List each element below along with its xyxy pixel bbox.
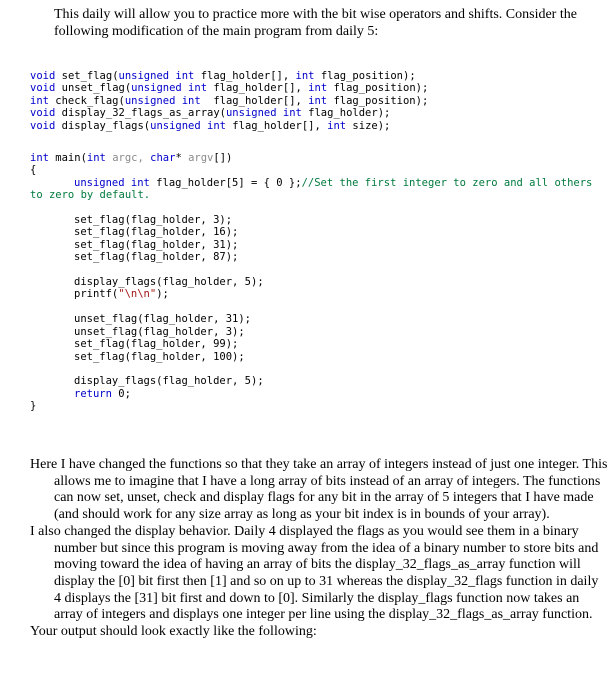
function-prototypes	[30, 70, 428, 132]
prototype-line: void display_flags(unsigned int flag_holder[], int size);	[30, 119, 391, 132]
prototype-line: int check_flag(unsigned int flag_holder[], int flag_position);	[30, 94, 429, 107]
paragraph-functions: Here I have changed the functions so that they take an array of integers instead of just one integer. This allows me to imagine that I have a long array of bits instead of an array of integers. The functions can now set, unset, check and display flags for any bit in the array of 5 integers that I have made (and should work for any size array as long as your bit index is in bounds of your array).	[30, 457, 608, 523]
close-brace: }	[30, 400, 37, 413]
main-signature: int main(int argc, char* argv[])	[30, 152, 233, 164]
main-function: int main(int argc, char* argv[]) { unsigned int flag_holder[5] = { 0 };//Set the first integer to zero and all others to zero by default. set_flag(flag_holder, 3); set_flag(flag_holder, 16); set_flag(flag_holder, 31); set_flag(flag_holder, 87); display_flags(flag_holder, 5); printf("\n\n"); unset_flag(flag_holder, 31); unset_flag(flag_holder, 3); set_flag(flag_holder, 99); set_flag(flag_holder, 100); display_flags(flag_holder, 5); return 0; }	[30, 152, 593, 413]
paragraph-display: I also changed the display behavior. Daily 4 displayed the flags as you would see them in a binary number but since this program is moving away from the idea of a binary number to store bits and moving toward the idea of having an array of bits the display_32_flags_as_array function will display the [0] bit first then [1] and so on up to 31 whereas the display_32_flags function in daily 4 displays the [31] bit first and down to [0]. Similarly the display_flags function now takes an array of integers and displays one integer per line using the display_32_flags_as_array function.	[30, 523, 599, 623]
paragraph-output: Your output should look exactly like the following:	[30, 624, 317, 640]
prototype-line: void unset_flag(unsigned int flag_holder[], int flag_position);	[30, 82, 429, 95]
prototype-line: void set_flag(unsigned int flag_holder[], int flag_position);	[30, 70, 416, 82]
explanation	[30, 457, 608, 641]
intro-text: This daily will allow you to practice more with the bit wise operators and shifts. Consider the following modification of the main program from daily 5:	[54, 7, 577, 39]
prototype-line: void display_32_flags_as_array(unsigned int flag_holder);	[30, 107, 391, 120]
open-brace: {	[30, 164, 37, 177]
